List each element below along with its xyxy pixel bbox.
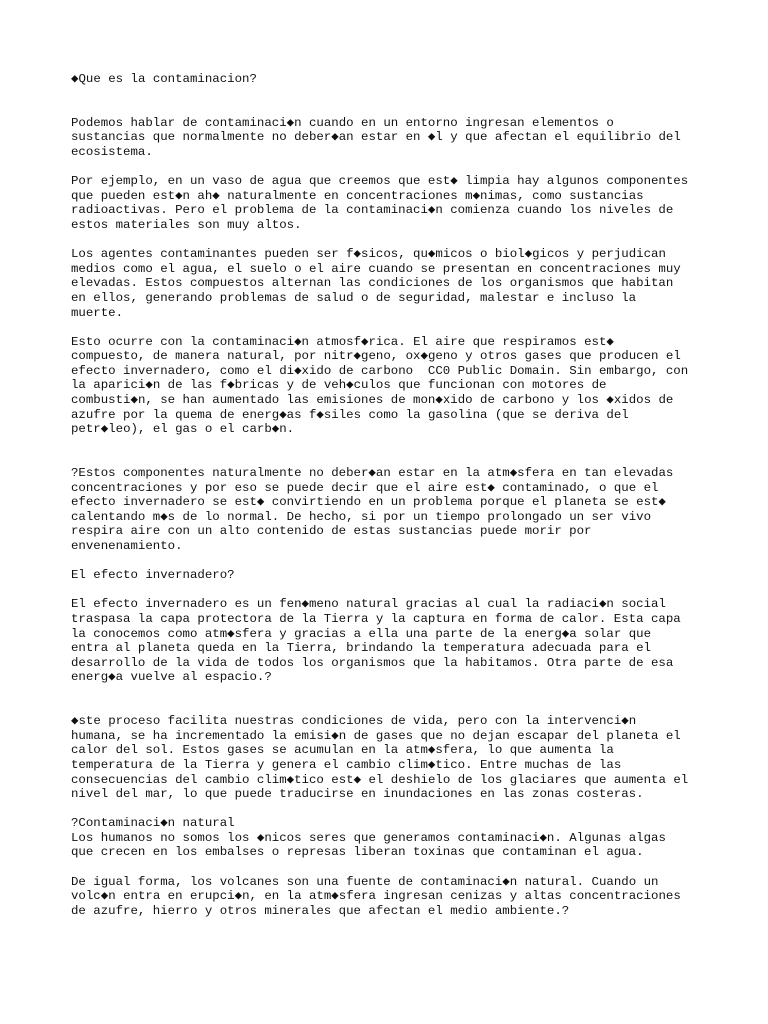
paragraph-definition: Podemos hablar de contaminaci◆n cuando en un entorno ingresan elementos o sustancias que normalmente no deber◆an estar en ◆l y que afectan el equilibrio del ecosistema. (71, 115, 681, 159)
spacer (71, 437, 711, 466)
spacer (71, 160, 711, 175)
spacer (71, 87, 711, 116)
paragraph-greenhouse: El efecto invernadero es un fen◆meno natural gracias al cual la radiaci◆n social traspasa la capa protectora de la Tierra y la captura en forma de calor. Esta capa la conocemos como atm◆sfera y gracias a ella una parte de la energ◆a solar que entra al planeta queda en la Tierra, brindando la temperatura adecuada para el desarrollo de la vida de todos los organismos que la habitamos. Otra parte de esa energ◆a vuelve al espacio.? (71, 597, 681, 685)
spacer (71, 583, 711, 598)
paragraph-components: ?Estos componentes naturalmente no deber◆an estar en la atm◆sfera en tan elevadas concentraciones y por eso se puede decir que el aire est◆ contaminado, o que el efecto invernadero se est◆ convirtiendo en un problema porque el planeta se est◆ calentando m◆s de lo normal. De hecho, si por un tiempo prolongado un ser vivo respira aire con un alto contenido de estas sustancias puede morir por envenenamiento. (71, 466, 674, 553)
spacer (71, 802, 711, 817)
paragraph-agents: Los agentes contaminantes pueden ser f◆sicos, qu◆micos o biol◆gicos y perjudican medios como el agua, el suelo o el aire cuando se presentan en concentraciones muy elevadas. Estos compuestos alternan las condiciones de los organismos que habitan en ellos, generando problemas de salud o de seguridad, malestar e incluso la muerte. (71, 247, 681, 320)
spacer (71, 233, 711, 248)
spacer (71, 554, 711, 569)
section-heading-greenhouse: El efecto invernadero? (71, 568, 235, 583)
paragraph-atmospheric: Esto ocurre con la contaminaci◆n atmosf◆rica. El aire que respiramos est◆ compuesto, de manera natural, por nitr◆geno, ox◆geno y otros gases que producen el efecto invernadero, como el di◆xido de carbono CC0 Public Domain. Sin embargo, con la aparici◆n de las f◆bricas y de veh◆culos que funcionan con motores de combusti◆n, se han aumentado las emisiones de mon◆xido de carbono y los ◆xidos de azufre por la quema de energ◆as f◆siles como la gasolina (que se deriva del petr◆leo), el gas o el carb◆n. (71, 334, 689, 437)
spacer (71, 860, 711, 875)
document-title: ◆Que es la contaminacion? (71, 72, 257, 86)
paragraph-volcanoes: De igual forma, los volcanes son una fuente de contaminaci◆n natural. Cuando un volc◆n entra en erupci◆n, en la atm◆sfera ingresan cenizas y altas concentraciones de azufre, hierro y otros minerales que afectan el medio ambiente.? (71, 874, 681, 918)
paragraph-climate-change: ◆ste proceso facilita nuestras condiciones de vida, pero con la intervenci◆n humana, se ha incrementado la emisi◆n de gases que no dejan escapar del planeta el calor del sol. Estos gases se acumulan en la atm◆sfera, lo que aumenta la temperatura de la Tierra y genera el cambio clim◆tico. Entre muchas de las consecuencias del cambio clim◆tico est◆ el deshielo de los glaciares que aumenta el nivel del mar, lo que puede traducirse en inundaciones en las zonas costeras. (71, 714, 689, 802)
document-page (71, 72, 711, 918)
spacer (71, 685, 711, 714)
spacer (71, 320, 711, 335)
paragraph-natural-contamination: ?Contaminaci◆n natural Los humanos no somos los ◆nicos seres que generamos contaminaci◆n. Algunas algas que crecen en los embalses o represas liberan toxinas que contaminan el agua. (71, 816, 666, 860)
paragraph-example: Por ejemplo, en un vaso de agua que creemos que est◆ limpia hay algunos componentes que pueden est◆n ah◆ naturalmente en concentraciones m◆nimas, como sustancias radioactivas. Pero el problema de la contaminaci◆n comienza cuando los niveles de estos materiales son muy altos. (71, 174, 689, 232)
